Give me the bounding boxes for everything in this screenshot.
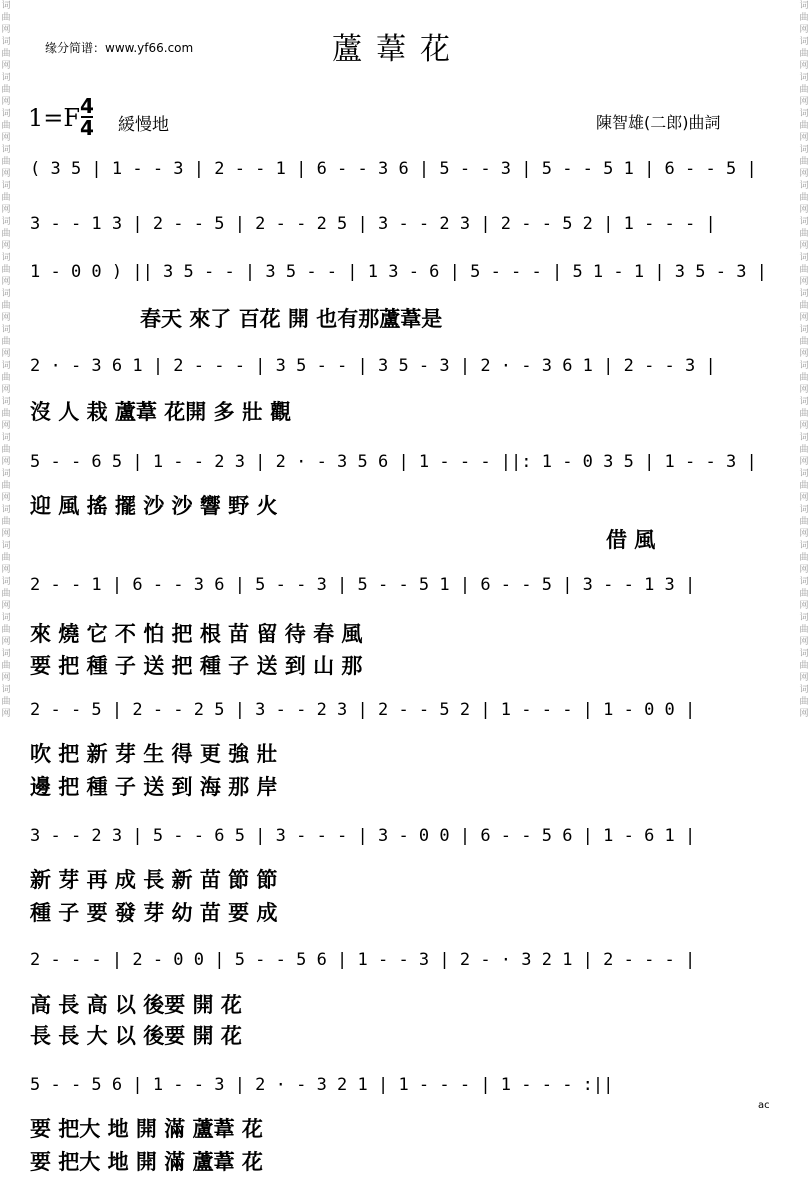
lyric-line-7a: 吹 把 新 芽 生 得 更 強 壯 [30,742,278,766]
notation-line-1: ( 3 5 | 1 - - 3 | 2 - - 1 | 6 - - 3 6 | 5 - - 3 | 5 - - 5 1 | 6 - - 5 | [30,159,757,179]
lyric-line-3: 春天 來了 百花 開 也有那蘆葦是 [140,307,443,331]
lyric-line-8b: 種 子 要 發 芽 幼 苗 要 成 [30,901,278,925]
notation-line-7: 2 - - 5 | 2 - - 2 5 | 3 - - 2 3 | 2 - - 5 2 | 1 - - - | 1 - 0 0 | [30,700,696,720]
lyric-line-9a: 高 長 高 以 後要 開 花 [30,993,242,1017]
lyric-line-7b: 邊 把 種 子 送 到 海 那 岸 [30,775,278,799]
key-signature: 1=F [28,104,81,132]
lyric-line-9b: 長 長 大 以 後要 開 花 [30,1024,242,1048]
composer-lyricist: 陳智雄(二郎)曲詞 [596,113,721,132]
lyric-line-6b: 要 把 種 子 送 把 種 子 送 到 山 那 [30,654,363,678]
left-watermark: 词曲网词曲网词曲网词曲网词曲网词曲网词曲网词曲网词曲网词曲网词曲网词曲网词曲网词曲网词曲网词曲网词曲网词曲网词曲网词曲网 [1,1,11,719]
lyric-line-6a: 來 燒 它 不 怕 把 根 苗 留 待 春 風 [30,622,363,646]
notation-line-9: 2 - - - | 2 - 0 0 | 5 - - 5 6 | 1 - - 3 | 2 - · 3 2 1 | 2 - - - | [30,950,696,970]
tempo-marking: 緩慢地 [118,115,169,135]
lyric-line-4: 沒 人 栽 蘆葦 花開 多 壯 觀 [30,400,292,424]
lyric-line-10b: 要 把大 地 開 滿 蘆葦 花 [30,1150,263,1174]
notation-line-2: 3 - - 1 3 | 2 - - 5 | 2 - - 2 5 | 3 - - 2 3 | 2 - - 5 2 | 1 - - - | [30,214,716,234]
lyric-line-5b: 借 風 [606,528,656,552]
song-title: 蘆葦花 [332,32,464,67]
lyric-line-5a: 迎 風 搖 擺 沙 沙 響 野 火 [30,494,278,518]
notation-line-5: 5 - - 6 5 | 1 - - 2 3 | 2 · - 3 5 6 | 1 - - - ||: 1 - 0 3 5 | 1 - - 3 | [30,452,757,472]
lyric-line-10a: 要 把大 地 開 滿 蘆葦 花 [30,1117,263,1141]
time-signature [80,96,94,138]
notation-line-3: 1 - 0 0 ) || 3 5 - - | 3 5 - - | 1 3 - 6 | 5 - - - | 5 1 - 1 | 3 5 - 3 | [30,262,767,282]
right-watermark: 词曲网词曲网词曲网词曲网词曲网词曲网词曲网词曲网词曲网词曲网词曲网词曲网词曲网词曲网词曲网词曲网词曲网词曲网词曲网词曲网 [799,1,809,719]
lyric-line-8a: 新 芽 再 成 長 新 苗 節 節 [30,868,278,892]
time-signature-top: 4 [80,94,94,118]
end-mark: ac [758,1100,770,1111]
source-url: 缘分简谱：www.yf66.com [45,41,194,55]
notation-line-6: 2 - - 1 | 6 - - 3 6 | 5 - - 3 | 5 - - 5 1 | 6 - - 5 | 3 - - 1 3 | [30,575,696,595]
notation-line-4: 2 · - 3 6 1 | 2 - - - | 3 5 - - | 3 5 - 3 | 2 · - 3 6 1 | 2 - - 3 | [30,356,716,376]
time-signature-bottom: 4 [80,116,94,140]
notation-line-8: 3 - - 2 3 | 5 - - 6 5 | 3 - - - | 3 - 0 0 | 6 - - 5 6 | 1 - 6 1 | [30,826,696,846]
notation-line-10: 5 - - 5 6 | 1 - - 3 | 2 · - 3 2 1 | 1 - - - | 1 - - - :|| [30,1075,614,1095]
